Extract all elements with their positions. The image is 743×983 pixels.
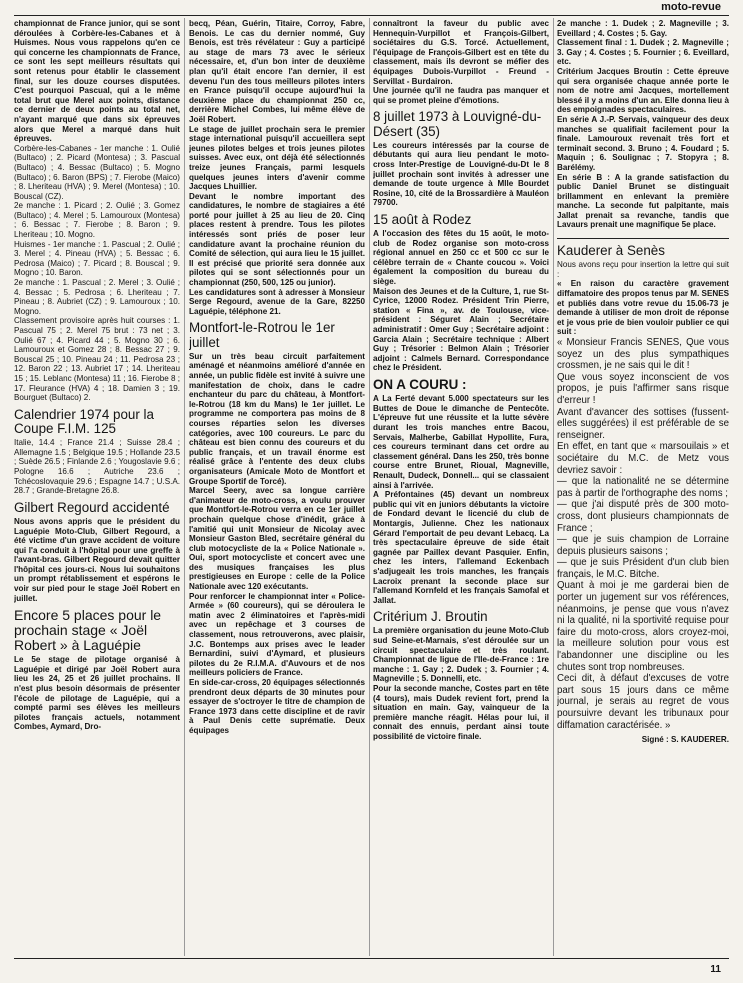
letter-paragraph: Que vous soyez inconscient de vos propos, je puis l'affirmer sans risque d'erreur ! <box>557 371 729 406</box>
letter-paragraph: Ceci dit, à défaut d'excuses de votre part sous 15 jours dans ce même journal, je serais au regret de vous poursuivre devant les tribunaux pour diffamation caractérisée. » <box>557 673 729 731</box>
letter-paragraph: — que je suis Président d'un club bien français, le M.C. Bitche. <box>557 557 729 580</box>
paragraph: connaîtront la faveur du public avec Hennequin-Vurpillot et François-Gilbert, sociétaires du G.S. Torcé. Actuellement, l'équipage de François-Gilbert est en tête du classement, mais ils devront se méfier des équipages Dubois-Vurpillot - Freund - Servillat - Burdairon. <box>373 19 549 86</box>
paragraph: championnat de France junior, qui se sont déroulées à Corbère-les-Cabanes et à Huismes. Nous vous rappelons qu'en ce qui concerne les championnats de France, ce sont les sept meilleurs résultats qui sont retenus pour établir le classement final, sur les douze courses disputées. C'est pourquoi Pascual, qui a le même total brut que Merel aux points, distance ce dernier de deux points au total net, n'ayant marqué que dans six épreuves alors que Merel a marqué dans huit épreuves. <box>14 19 180 144</box>
paragraph: En série B : A la grande satisfaction du public Daniel Brunet se distinguait brillamment en enlevant la première manche. La seconde fut palpitante, mais Jallat prenait sa revanche, tandis que Lavaurs prenait une magnifique 5e place. <box>557 172 729 230</box>
letter-paragraph: — que je suis champion de Lorraine depuis plusieurs saisons ; <box>557 534 729 557</box>
article-heading: Montfort-le-Rotrou le 1er juillet <box>189 320 335 350</box>
paragraph: Le stage de juillet prochain sera le premier stage international puisqu'il accueillera sept jeunes pilotes belges et trois jeunes pilotes suisses. Avec eux, ont déjà été sélectionnés treize jeunes Français, parmi lesquels quelques jeunes inters d'avenir comme Jacques Lhuillier. <box>189 124 365 192</box>
paragraph: A La Ferté devant 5.000 spectateurs sur les Buttes de Doue le dimanche de Pentecôte. L'épreuve fut une réussite et la lutte sévère durant les trois manches entre Bacou, Servais, Malherbe, Gabillat Hypollite, Fura, ces coureurs terminant dans cet ordre au classement général. Dans les 250, très bonne course entre Brunet, Rioual, Magneville, Renault, Dudeck, Donnell... qui se classaient ainsi à l'arrivée. <box>373 394 549 490</box>
paragraph: Classement final : 1. Dudek ; 2. Magneville ; 3. Gay ; 4. Costes ; 5. Fournier ; 6. Eveillard, etc. <box>557 38 729 67</box>
column-2 <box>189 19 365 954</box>
letter-paragraph: — que la nationalité ne se détermine pas à partir de l'orthographe des noms ; <box>557 476 729 499</box>
header-rule <box>14 15 729 16</box>
paragraph: En série A J.-P. Servais, vainqueur des deux manches se qualifiait facilement pour la finale. Lamouroux revenait très fort et terminait second. 3. Bruno ; 4. Foudard ; 5. Maquin ; 6. Soulignac ; 7. Stopyra ; 8. Barélémy. <box>557 114 729 172</box>
article-heading: Gilbert Regourd accidenté <box>14 499 170 515</box>
page-number: 11 <box>710 964 721 975</box>
column-4 <box>557 19 729 954</box>
paragraph: En side-car-cross, 20 équipages sélectionnés prendront deux départs de 30 minutes pour essayer de s'octroyer le titre de champion de France 1973 dans cette discipline et de ravir à Paul Denis cette suprématie. Deux équipages <box>189 678 365 735</box>
paragraph: Corbère-les-Cabanes - 1er manche : 1. Oulié (Bultaco) ; 2. Picard (Montesa) ; 3. Pascual (Bultaco) ; 4. Bessac (Bultaco) ; 5. Mogno (Bultaco) ; 6. Baron (BPS) ; 7. Fierobe (Maico) ; 8. Lheriteau (HVA) ; 9. Merel (Montesa) ; 10. Bouscal (CZ). <box>14 143 180 201</box>
letter-paragraph: Quant à moi je me garderai bien de porter un jugement sur vos références, néanmoins, je pense que vous n'avez ni la qualité, ni la sportivité requise pour faire du moto-cross, alors croyez-moi, la meilleure solution pour vous est l'abandonner une discipline ou les chutes sont trop nombreuses. <box>557 580 729 673</box>
article-heading: 8 juillet 1973 à Louvigné-du-Désert (35) <box>373 109 542 139</box>
column-divider <box>369 18 370 956</box>
letter-paragraph: — que j'ai disputé près de 300 moto-cross, dont plusieurs championnats de France ; <box>557 499 729 534</box>
paragraph: Devant le nombre important des candidatures, le nombre de stagiaires a été porté pour juillet à 25 au lieu de 20. Cinq places restent à prendre. Tous les pilotes intéressés sont priés de poser leur candidature avant la prochaine réunion du Comité de sélection, qui aura lieu le 15 juillet. Il est précisé que priorité sera donnée aux pilotes qui se sont sélectionnés pour un championnat (250, 500, 125 ou junior). <box>189 191 365 288</box>
paragraph: Huismes - 1er manche : 1. Pascual ; 2. Oulié ; 3. Merel ; 4. Pineau (HVA) ; 5. Bessac ; 6. Pedrosa (Maico) ; 7. Picard ; 8. Bouscal ; 9. Mogno ; 10. Baron. <box>14 239 180 278</box>
paragraph: Italie, 14.4 ; France 21.4 ; Suisse 28.4 ; Allemagne 1.5 ; Belgique 19.5 ; Hollande 23.5 ; Suède 26.5 ; Finlande 2.6 ; Yougoslavie 9.6 ; Pologne 16.6 ; Autriche 23.6 ; Tchécoslovaquie 29.6 ; Espagne 14.7 ; U.S.A. 28.7 ; Grande-Bretagne 26.8. <box>14 438 180 496</box>
paragraph: Nous avons reçu pour insertion la lettre qui suit : <box>557 260 729 279</box>
paragraph: Marcel Seery, avec sa longue carrière d'animateur de moto-cross, a voulu prouver que Montfort-le-Rotrou verra en ce 1er juillet prochain quelque chose d'inédit, grâce à l'amitié qui unit Monsieur de Nicolay avec Monsieur Gaston Bled, secrétaire général du club motocycliste de la « Police Nationale ». Oui, sport motocycliste et concert avec une des musiques françaises les plus prestigieuses en Europe : celle de la Police Nationale avec 120 exécutants. <box>189 486 365 592</box>
paragraph: Une journée qu'il ne faudra pas manquer et qui se promet pleine d'émotions. <box>373 86 549 105</box>
signature-line: Signé : S. KAUDERER. <box>641 735 729 745</box>
paragraph: becq, Péan, Guérin, Titaire, Corroy, Fabre, Benois. Le cas du dernier nommé, Guy Benois, est très révélateur : Guy a participé au stage de mars 73 avec le sérieux nécessaire, et, d'un bon inter de deuxième plan qu'il était encore l'an dernier, il est devenu l'un des tous meilleurs pilotes inters en France puisqu'il occupe aujourd'hui la deuxième place du championnat 250 cc, derrière Michel Combes, lui même élève de Joël Robert. <box>189 19 365 124</box>
column-1 <box>14 19 180 954</box>
article-heading: Kauderer à Senès <box>557 243 665 259</box>
paragraph: Pour la seconde manche, Costes part en tête (4 tours), mais Dudek revient fort, prend la situation en main. Gay, vainqueur de la première manche réagit. Hélas pour lui, il connait des ennuis, perdant ainsi toute possibilité de victoire finale. <box>373 684 549 742</box>
article-heading: ON A COURU : <box>373 377 467 393</box>
paragraph: Nous avons appris que le président du Laguépie Moto-Club, Gilbert Regourd, a été victime d'un grave accident de voiture qui l'a conduit à l'hôpital pour une greffe à l'avant-bras. Gilbert Regourd devait quitter l'hôpital ces jours-ci. Nous lui souhaitons un prompt rétablissement et espérons le voir sur pied pour le stage Joël Robert en juillet. <box>14 516 180 603</box>
paragraph: 2e manche : 1. Dudek ; 2. Magneville ; 3. Eveillard ; 4. Costes ; 5. Gay. <box>557 19 729 38</box>
paragraph: Critérium Jacques Broutin : Cette épreuve qui sera organisée chaque année porte le nom de notre ami Jacques, mortellement blessé il y a moins d'un an. Elle donna lieu à des empoignades spectaculaires. <box>557 66 729 115</box>
article-heading: Calendrier 1974 pour la Coupe F.I.M. 125 <box>14 406 154 436</box>
paragraph: Le 5e stage de pilotage organisé à Laguépie et dirigé par Joël Robert aura lieu les 24, 25 et 26 juillet prochains. Il n'est plus besoin désormais de présenter l'école de pilotage de Laguépie, qui a compté parmi ses élèves les meilleurs pilotes français actuels, notamment Combes, Aymard, Dro- <box>14 655 180 732</box>
paragraph: La première organisation du jeune Moto-Club sud Seine-et-Marnais, s'est déroulée sur un circuit spectaculaire et très roulant. Championnat de ligue de l'Ile-de-France : 1re manche : 1. Gay ; 2. Dudek ; 3. Fournier ; 4. Magneville ; 5. Donnelli, etc. <box>373 626 549 684</box>
paragraph: 2e manche : 1. Pascual ; 2. Merel ; 3. Oulié ; 4. Bessac ; 5. Pedrosa ; 6. Lheriteau ; 7. Pineau ; 8. Aubriet (CZ) ; 9. Lamouroux ; 10. Mogno. <box>14 278 180 316</box>
article-heading: 15 août à Rodez <box>373 211 472 227</box>
paragraph: « En raison du caractère gravement diffamatoire des propos tenus par M. SENES et publiés dans votre revue du 15.06-73 je demande à utiliser de mon droit de réponse et je vous prie de bien vouloir publier ce qui suit : <box>557 279 729 337</box>
paragraph: Pour renforcer le championnat inter « Police-Armée » (60 coureurs), qui se déroulera le matin avec 2 éliminatoires et l'après-midi avec un repêchage et 3 courses de classement, nous retrouverons, avec plaisir, J.C. Bontemps aux prises avec le leader Bernardini, suivi d'Aymard, et plusieurs pilotes du 2e R.I.M.A. d'Auvours et de nos meilleurs policiers de France. <box>189 591 365 678</box>
column-divider <box>184 18 185 956</box>
column-divider <box>553 18 554 956</box>
article-heading: Encore 5 places pour le prochain stage « Joël Robert » à Laguépie <box>14 607 162 654</box>
footer-rule <box>14 958 729 959</box>
column-3 <box>373 19 549 954</box>
section-rule <box>557 238 729 239</box>
paragraph: Sur un très beau circuit parfaitement aménagé et néanmoins amélioré d'année en année, un public fidèle est invité à suivre une manifestation de choix, dans le cadre enchanteur du parc du château, à Montfort-le-Rotrou (18 km du Mans) le 1er juillet. Le programme ne comportera pas moins de 8 courses réparties selon les diverses catégories, avec 100 coureurs. Le parc du château est bien connu des coureurs et du public français, et un travail énorme est réalisé grâce à l'entente des deux clubs organisateurs (Amicale Moto de Montfort et Groupe Sportif de Torcé). <box>189 351 365 486</box>
paragraph: Les coureurs intéressés par la course de débutants qui aura lieu pendant le moto-cross Inter-Prestige de Louvigné-du-Dt le 8 juillet prochain sont invités à adresser une demande de toute urgence à Mlle Bourdet Rosine, 10, cité de la Brossardière à Mauléon 79700. <box>373 140 549 208</box>
paragraph: A l'occasion des fêtes du 15 août, le moto-club de Rodez organise son moto-cross régional annuel en 250 cc et 500 cc sur le célèbre terrain de « Chante coucou ». Voici également la composition du bureau du siège. <box>373 229 549 287</box>
paragraph: Classement provisoire après huit courses : 1. Pascual 75 ; 2. Merel 75 brut : 73 net ; 3. Oulié 67 ; 4. Picard 44 ; 5. Mogno 30 ; 6. Lamouroux et Gomez 28 ; 8. Bessac 27 ; 9. Bouscal 25 ; 10. Pineau 24 ; 11. Pedrosa 23 ; 12. Baron 22 ; 13. Aubriet 17 ; 14. Lheriteau 15 ; 15. Leblanc (Montesa) 11 ; 16. Fierobe 8 ; 17. Fleurance (HVA) 4 ; 18. Damien 3 ; 19. Bourguet (Bultaco) 2. <box>14 316 180 403</box>
page-header <box>0 0 743 16</box>
paragraph: Les candidatures sont à adresser à Monsieur Serge Regourd, avenue de la Gare, 82250 Laguépie, téléphone 21. <box>189 287 365 316</box>
article-heading: Critérium J. Broutin <box>373 609 488 625</box>
magazine-brand: moto-revue <box>661 1 721 13</box>
letter-paragraph: « Monsieur Francis SENES, Que vous soyez un des plus sympathiques crossmen, je ne sais qui le dit ! <box>557 337 729 372</box>
paragraph: Maison des Jeunes et de la Culture, 1, rue St-Cyrice, 12000 Rodez. Président Trin Pierre, station « Fina », av. de Toulouse, vice-président : Séguret Alain ; Secrétaire administratif : Omer Guy ; Secrétaire adjoint : Garcia Alain ; Secrétaire technique : Albert Guy ; Trésorier : Belmon Alain ; Trésorier adjoint : Calmels Bernard. Correspondance chez le Président. <box>373 286 549 373</box>
letter-paragraph: Avant d'avancer des sottises (fussent-elles suggérées) il est préférable de se renseigner. <box>557 406 729 441</box>
letter-paragraph: En effet, en tant que « marsouilais » et sociétaire du M.C. de Metz vous devriez savoir : <box>557 441 729 476</box>
paragraph: 2e manche : 1. Picard ; 2. Oulié ; 3. Gomez (Bultaco) ; 4. Merel ; 5. Lamouroux (Montesa) ; 6. Bessac ; 7. Fierobe ; 8. Baron ; 9. Lheriteau ; 10. Mogno. <box>14 201 180 240</box>
paragraph: A Préfontaines (45) devant un nombreux public qui vit en juniors débutants la victoire de Fondard devant le licencié du club de Montargis, Julienne. Chez les nationaux Gérard l'emportait de peu devant Lebacq. La très spectaculaire épreuve de side était gagnée par Paillex devant Pasquier. Enfin, chez les inters, l'allemand Eckenbach s'adjugeait les trois manches, les français Lacroix prenant la seconde place sur l'allemand Kornfeld et les français Samofal et Jallat. <box>373 490 549 605</box>
